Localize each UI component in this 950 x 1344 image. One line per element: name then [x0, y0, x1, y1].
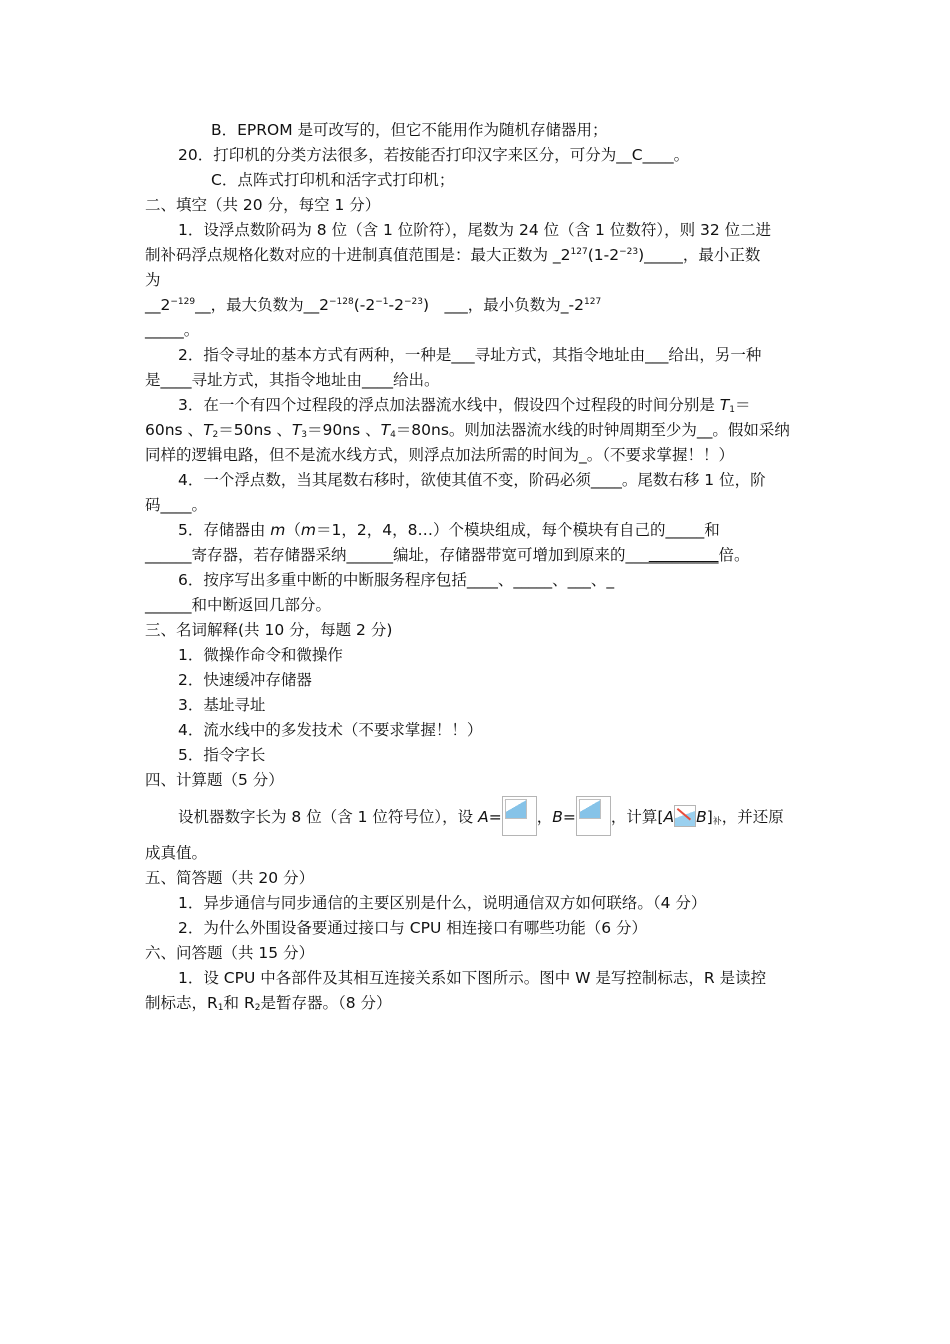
fill-q1-line4: $\_\_2^{-129}\_\_$，最大负数为$\_\_2^{-128}(-2^{-1}-2^{-23})$ ___，最小负数为$\_-2^{127}$: [145, 296, 602, 314]
section-6-title: 六、问答题（共 15 分）: [145, 944, 315, 962]
answer-c: C: [631, 146, 643, 164]
fill-q5-line1: 5．存储器由 m（m＝1，2，4，8…）个模块组成，每个模块有自己的_____和: [178, 521, 720, 539]
fill-q4-line1: 4．一个浮点数，当其尾数右移时，欲使其值不变，阶码必须____。尾数右移 1 位，阶: [178, 471, 766, 489]
option-c-20: C．点阵式打印机和活字式打印机；: [211, 171, 455, 189]
calc-line1: 设机器数字长为 8 位（含 1 位符号位），设 A= ，B= ，计算[A $B]_补$，并还原: [145, 793, 807, 841]
short-answer-item: 1．异步通信与同步通信的主要区别是什么，说明通信双方如何联络。（4 分）: [178, 894, 707, 912]
term-item: 2．快速缓冲存储器: [178, 671, 312, 689]
term-item: 1．微操作命令和微操作: [178, 646, 343, 664]
calc-line2: 成真值。: [145, 844, 208, 862]
option-b-19: B．EPROM 是可改写的，但它不能用作为随机存储器用；: [211, 121, 608, 139]
fill-q2-line2: 是____寻址方式，其指令地址由____给出。: [145, 371, 440, 389]
short-answer-item: 2．为什么外围设备要通过接口与 CPU 相连接口有哪些功能（6 分）: [178, 919, 648, 937]
term-item: 3．基址寻址: [178, 696, 266, 714]
fill-q1-line5: _____。: [145, 321, 200, 339]
fill-q5-line2: ______寄存器，若存储器采纳______编址，存储器带宽可增加到原来的____________倍。: [145, 546, 750, 564]
section-3-title: 三、名词解释(共 10 分，每题 2 分): [145, 621, 393, 639]
fill-q6-line1: 6．按序写出多重中断的中断服务程序包括____、_____、___、_: [178, 571, 615, 589]
fill-q1-line3: 为: [145, 271, 161, 289]
fill-q1-line2: 制补码浮点规格化数对应的十进制真值范围是：最大正数为 $\_2^{127}(1-2^{-23})\_\_\_\_\_$，最小正数: [145, 246, 761, 264]
document-page: [145, 118, 807, 1016]
qa-line1: 1．设 CPU 中各部件及其相互连接关系如下图所示。图中 W 是写控制标志，R 是读控: [178, 969, 767, 987]
fill-q3-line1: 3．在一个有四个过程段的浮点加法器流水线中，假设四个过程段的时间分别是 $T_1=$: [178, 396, 751, 415]
qa-line2: 制标志，$R_1$和 $R_2$是暂存器。（8 分）: [145, 994, 392, 1013]
fill-q3-line2: 60ns 、$T_2=50ns$ 、$T_3=90ns$ 、$T_4=80ns$。则加法器流水线的时钟周期至少为__。假如采纳: [145, 421, 790, 440]
broken-image-icon: [576, 796, 611, 836]
section-5-title: 五、简答题（共 20 分）: [145, 869, 315, 887]
broken-image-icon: [502, 796, 537, 836]
fill-q3-line3: 同样的逻辑电路，但不是流水线方式，则浮点加法所需的时间为_。（不要求掌握！！）: [145, 446, 735, 464]
fill-q2-line1: 2．指令寻址的基本方式有两种，一种是___寻址方式，其指令地址由___给出，另一种: [178, 346, 762, 364]
section-2-title: 二、填空（共 20 分，每空 1 分）: [145, 196, 381, 214]
term-item: 4．流水线中的多发技术（不要求掌握！！）: [178, 721, 483, 739]
fill-q4-line2: 码____。: [145, 496, 208, 514]
term-item: 5．指令字长: [178, 746, 266, 764]
fill-q1-line1: 1．设浮点数阶码为 8 位（含 1 位阶符），尾数为 24 位（含 1 位数符），则 32 位二进: [178, 221, 772, 239]
broken-image-icon: [674, 805, 696, 827]
question-20: 20．打印机的分类方法很多，若按能否打印汉字来区分，可分为__C____。: [178, 146, 690, 164]
fill-q6-line2: ______和中断返回几部分。: [145, 596, 332, 614]
section-4-title: 四、计算题（5 分）: [145, 771, 284, 789]
